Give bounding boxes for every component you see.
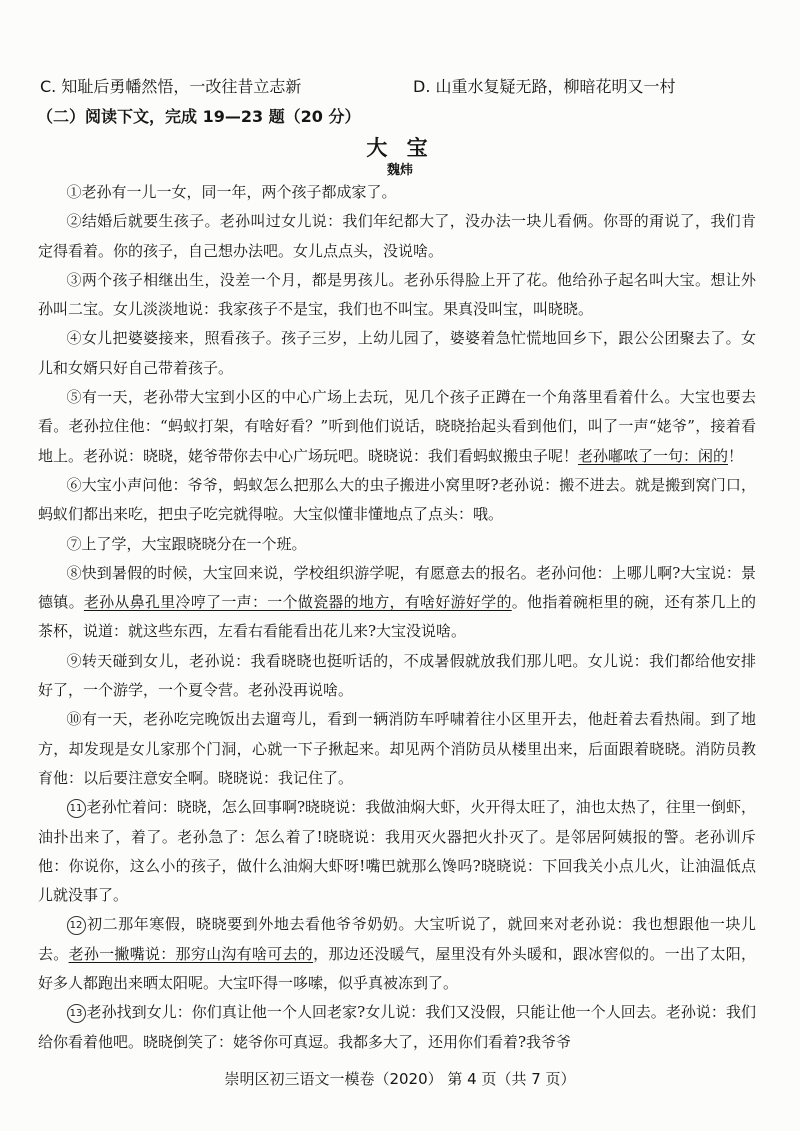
underlined-sentence-2: 老孙从鼻孔里冷哼了一声：一个做瓷器的地方，有啥好游好学的: [83, 593, 512, 612]
paragraph-13-text: 老孙找到女儿：你们真让他一个人回老家?女儿说：我们又没假，只能让他一个人回去。老孙说：我们给你看着他吧。晓晓倒笑了：姥爷你可真逗。我都多大了，还用你们看着?我爷爷: [38, 1003, 756, 1051]
paragraph-11-text: 老孙忙着问：晓晓，怎么回事啊?晓晓说：我做油焖大虾，火开得太旺了，油也太热了，往里一倒虾，油扑出来了，着了。老孙急了：怎么着了!晓晓说：我用灭火器把火扑灭了。是邻居阿姨报的警。老孙训斥他：你说你，这么小的孩子，做什么油焖大虾呀!嘴巴就那么馋吗?晓晓说：下回我关小点儿火，让油温低点儿就没事了。: [38, 798, 756, 905]
paragraph-number-13: 13: [67, 1004, 86, 1023]
paragraph-number-12: 12: [67, 916, 86, 935]
paragraph-8: [38, 559, 756, 647]
page-footer: 崇明区初三语文一模卷（2020） 第 4 页（共 7 页）: [224, 1070, 576, 1088]
paragraph-8-end: 。他指着碗柜里的碗，还有茶几上的茶杯，说道：就这些东西，左看右看能看出花儿来?大宝没说啥。: [38, 593, 756, 641]
paragraph-2: ②结婚后就要生孩子。老孙叫过女儿说：我们年纪都大了，没办法一块儿看俩。你哥的甭说了，我们肯定得看着。你的孩子，自己想办法吧。女儿点点头，没说啥。: [38, 212, 756, 260]
paragraph-10: ⑩有一天，老孙吃完晚饭出去遛弯儿，看到一辆消防车呼啸着往小区里开去，他赶着去看热闹。到了地方，却发现是女儿家那个门洞，心就一下子揪起来。却见两个消防员从楼里出来，后面跟着晓晓。消防员教育他：以后要注意安全啊。晓晓说：我记住了。: [38, 710, 756, 787]
paragraph-number-11: 11: [67, 799, 86, 818]
paragraph-13: [38, 998, 756, 1057]
paragraph-3: ③两个孩子相继出生，没差一个月，都是男孩儿。老孙乐得脸上开了花。他给孙子起名叫大宝。想让外孙叫二宝。女儿淡淡地说：我家孩子不是宝，我们也不叫宝。果真没叫宝，叫晓晓。: [38, 270, 756, 319]
paragraph-5: [38, 383, 756, 471]
paragraph-1: ①老孙有一儿一女，同一年，两个孩子都成家了。: [66, 183, 397, 201]
underlined-sentence-1: 老孙嘟哝了一句：闲的: [578, 446, 729, 465]
paragraph-8-text: ⑧快到暑假的时候，大宝回来说，学校组织游学呢，有愿意去的报名。老孙问他：上哪儿啊?大宝说：景德镇。: [38, 563, 756, 612]
paragraph-5-text: ⑤有一天，老孙带大宝到小区的中心广场上去玩，见几个孩子正蹲在一个角落里看着什么。大宝也要去看。老孙拉住他：“蚂蚁打架，有啥好看？”听到他们说话，晓晓抬起头看到他们，叫了一声“姥爷”，接着看地上。老孙说：晓晓，姥爷带你去中心广场玩吧。晓晓说：我们看蚂蚁搬虫子呢！: [38, 388, 756, 465]
paragraph-6: ⑥大宝小声问他：爷爷，蚂蚁怎么把那么大的虫子搬进小窝里呀?老孙说：搬不进去。就是搬到窝门口，蚂蚁们都出来吃，把虫子吃完就得啦。大宝似懂非懂地点了点头：哦。: [38, 475, 756, 524]
paragraph-5-end: ！: [728, 446, 744, 465]
answer-options: [40, 74, 780, 98]
underlined-sentence-3: 老孙一撇嘴说：那穷山沟有啥可去的: [68, 944, 314, 963]
paragraph-12: [38, 910, 756, 998]
section-heading: （二）阅读下文，完成 19—23 题（20 分）: [37, 107, 361, 126]
paragraph-7: ⑦上了学，大宝跟晓晓分在一个班。: [66, 534, 307, 553]
paragraph-11: [38, 793, 756, 910]
paragraph-4: ④女儿把婆婆接来，照看孩子。孩子三岁，上幼儿园了，婆婆着急忙慌地回乡下，跟公公团聚去了。女儿和女婿只好自己带着孩子。: [38, 329, 756, 377]
article-author: 魏炜: [386, 163, 413, 178]
option-d: D. 山重水复疑无路，柳暗花明又一村: [413, 77, 676, 96]
article-title: 大 宝: [366, 136, 434, 160]
paragraph-9: ⑨转天碰到女儿，老孙说：我看晓晓也挺听话的，不成暑假就放我们那儿吧。女儿说：我们都给他安排好了，一个游学，一个夏令营。老孙没再说啥。: [38, 651, 756, 700]
paragraph-12-end: ，那边还没暖气，屋里没有外头暖和，跟冰窖似的。一出了太阳，好多人都跑出来晒太阳呢。大宝吓得一哆嗦，似乎真被冻到了。: [38, 944, 756, 993]
paragraph-12-text: 初二那年寒假，晓晓要到外地去看他爷爷奶奶。大宝听说了，就回来对老孙说：我也想跟他一块儿去。: [38, 915, 756, 963]
option-c: C. 知耻后勇幡然悟，一改往昔立志新: [40, 77, 302, 96]
article-body: [38, 178, 756, 1057]
